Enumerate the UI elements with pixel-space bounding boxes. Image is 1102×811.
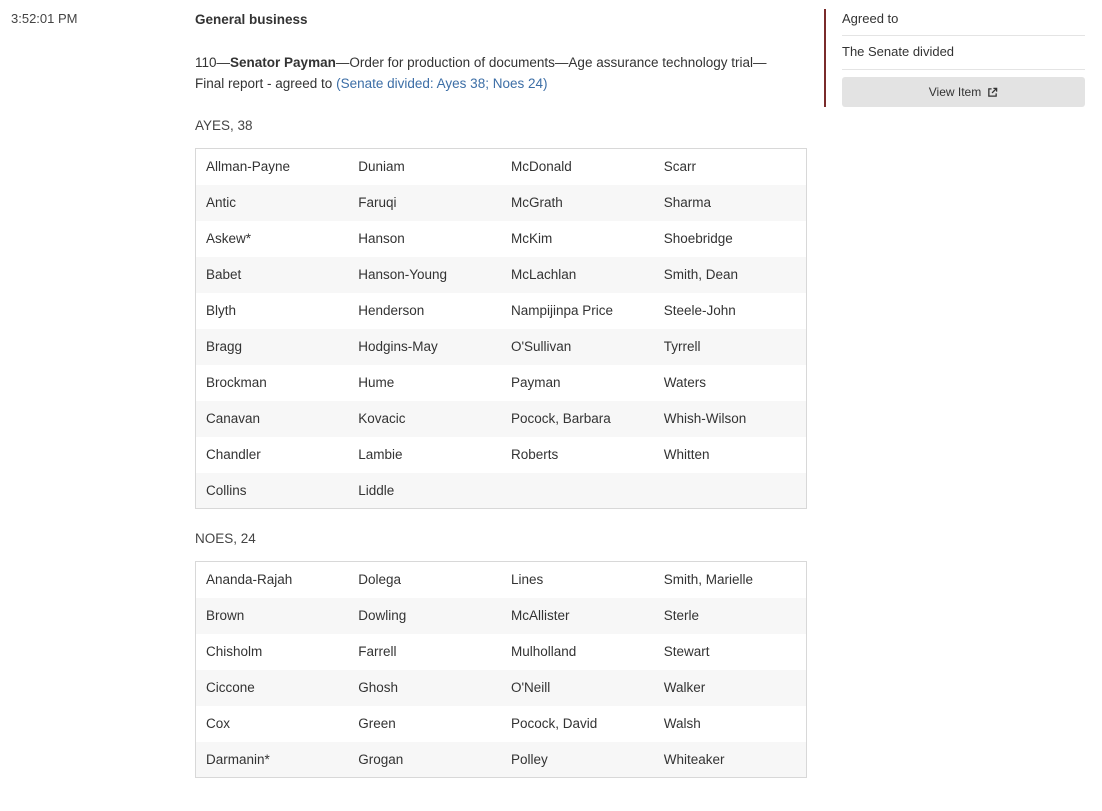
senator-name-cell: Babet [196,257,349,293]
ayes-row [196,437,807,473]
senator-name-cell: Shoebridge [654,221,807,257]
ayes-row [196,149,807,185]
result-status: Agreed to [842,11,899,26]
item-desc: —Order for production of documents—Age assurance technology trial—Final report - agreed to [195,55,767,91]
senator-name-cell: Chandler [196,437,349,473]
senator-name-cell: Bragg [196,329,349,365]
senator-name-cell: Pocock, David [501,706,654,742]
ayes-row [196,473,807,509]
senator-name-cell: Blyth [196,293,349,329]
senator-name-cell: Mulholland [501,634,654,670]
senator-name-cell: Steele-John [654,293,807,329]
ayes-row [196,329,807,365]
senator-name-cell: Grogan [348,742,501,778]
division-link[interactable]: (Senate divided: Ayes 38; Noes 24) [336,76,548,91]
senator-name-cell: Payman [501,365,654,401]
view-item-label: View Item [928,85,982,99]
senator-name-cell: Scarr [654,149,807,185]
noes-row [196,562,807,598]
ayes-table [195,148,807,509]
business-item [195,10,809,778]
senator-name-cell: Hodgins-May [348,329,501,365]
senator-name-cell: Walker [654,670,807,706]
ayes-row [196,401,807,437]
senator-name-cell: Antic [196,185,349,221]
view-item-button[interactable] [842,77,1085,107]
senator-name-cell: Whish-Wilson [654,401,807,437]
noes-label: NOES, 24 [195,531,256,546]
noes-row [196,598,807,634]
senator-name-cell: O'Neill [501,670,654,706]
senator-name-cell: Darmanin* [196,742,349,778]
senator-name-cell: Smith, Dean [654,257,807,293]
senator-name-cell: Chisholm [196,634,349,670]
senator-name-cell: Cox [196,706,349,742]
item-description [195,52,790,94]
senator-name-cell: Green [348,706,501,742]
senator-name-cell: Dowling [348,598,501,634]
senator-name-cell: Askew* [196,221,349,257]
senator-name-cell: O'Sullivan [501,329,654,365]
senator-name: Senator Payman [230,55,336,70]
senator-name-cell: Hume [348,365,501,401]
senator-name-cell [654,473,807,509]
noes-row [196,706,807,742]
senator-name-cell: McLachlan [501,257,654,293]
ayes-row [196,365,807,401]
noes-row [196,670,807,706]
ayes-row [196,221,807,257]
senator-name-cell: Smith, Marielle [654,562,807,598]
senator-name-cell: Whitten [654,437,807,473]
senator-name-cell: Hanson-Young [348,257,501,293]
senator-name-cell: Collins [196,473,349,509]
senator-name-cell: Ciccone [196,670,349,706]
senator-name-cell: Brown [196,598,349,634]
senator-name-cell: Canavan [196,401,349,437]
item-number: 110 [195,55,217,70]
senator-name-cell: Allman-Payne [196,149,349,185]
senator-name-cell: Lines [501,562,654,598]
ayes-row [196,257,807,293]
senator-name-cell: Henderson [348,293,501,329]
ayes-row [196,293,807,329]
external-link-icon [987,87,998,98]
senator-name-cell: Sharma [654,185,807,221]
senator-name-cell: Roberts [501,437,654,473]
noes-row [196,634,807,670]
senator-name-cell: Whiteaker [654,742,807,778]
noes-table [195,561,807,778]
ayes-row [196,185,807,221]
senator-name-cell: McDonald [501,149,654,185]
senator-name-cell: Waters [654,365,807,401]
senator-name-cell: Kovacic [348,401,501,437]
item-status-panel [824,9,1087,107]
divider [842,35,1085,36]
senator-name-cell: Tyrrell [654,329,807,365]
senator-name-cell: Walsh [654,706,807,742]
senator-name-cell: Liddle [348,473,501,509]
senator-name-cell: Faruqi [348,185,501,221]
senator-name-cell: Ananda-Rajah [196,562,349,598]
senator-name-cell: Ghosh [348,670,501,706]
senator-name-cell: Lambie [348,437,501,473]
noes-row [196,742,807,778]
item-dash: — [216,55,231,70]
senator-name-cell: McGrath [501,185,654,221]
senator-name-cell: Stewart [654,634,807,670]
division-status: The Senate divided [842,44,955,59]
timestamp: 3:52:01 PM [11,11,78,26]
senator-name-cell: Sterle [654,598,807,634]
ayes-label: AYES, 38 [195,118,253,133]
senator-name-cell: Duniam [348,149,501,185]
section-heading: General business [195,12,308,27]
senator-name-cell: McAllister [501,598,654,634]
senator-name-cell: Dolega [348,562,501,598]
senator-name-cell: Pocock, Barbara [501,401,654,437]
senator-name-cell: McKim [501,221,654,257]
senator-name-cell: Hanson [348,221,501,257]
senator-name-cell: Farrell [348,634,501,670]
senator-name-cell: Brockman [196,365,349,401]
senator-name-cell: Polley [501,742,654,778]
senator-name-cell [501,473,654,509]
divider [842,69,1085,70]
senator-name-cell: Nampijinpa Price [501,293,654,329]
